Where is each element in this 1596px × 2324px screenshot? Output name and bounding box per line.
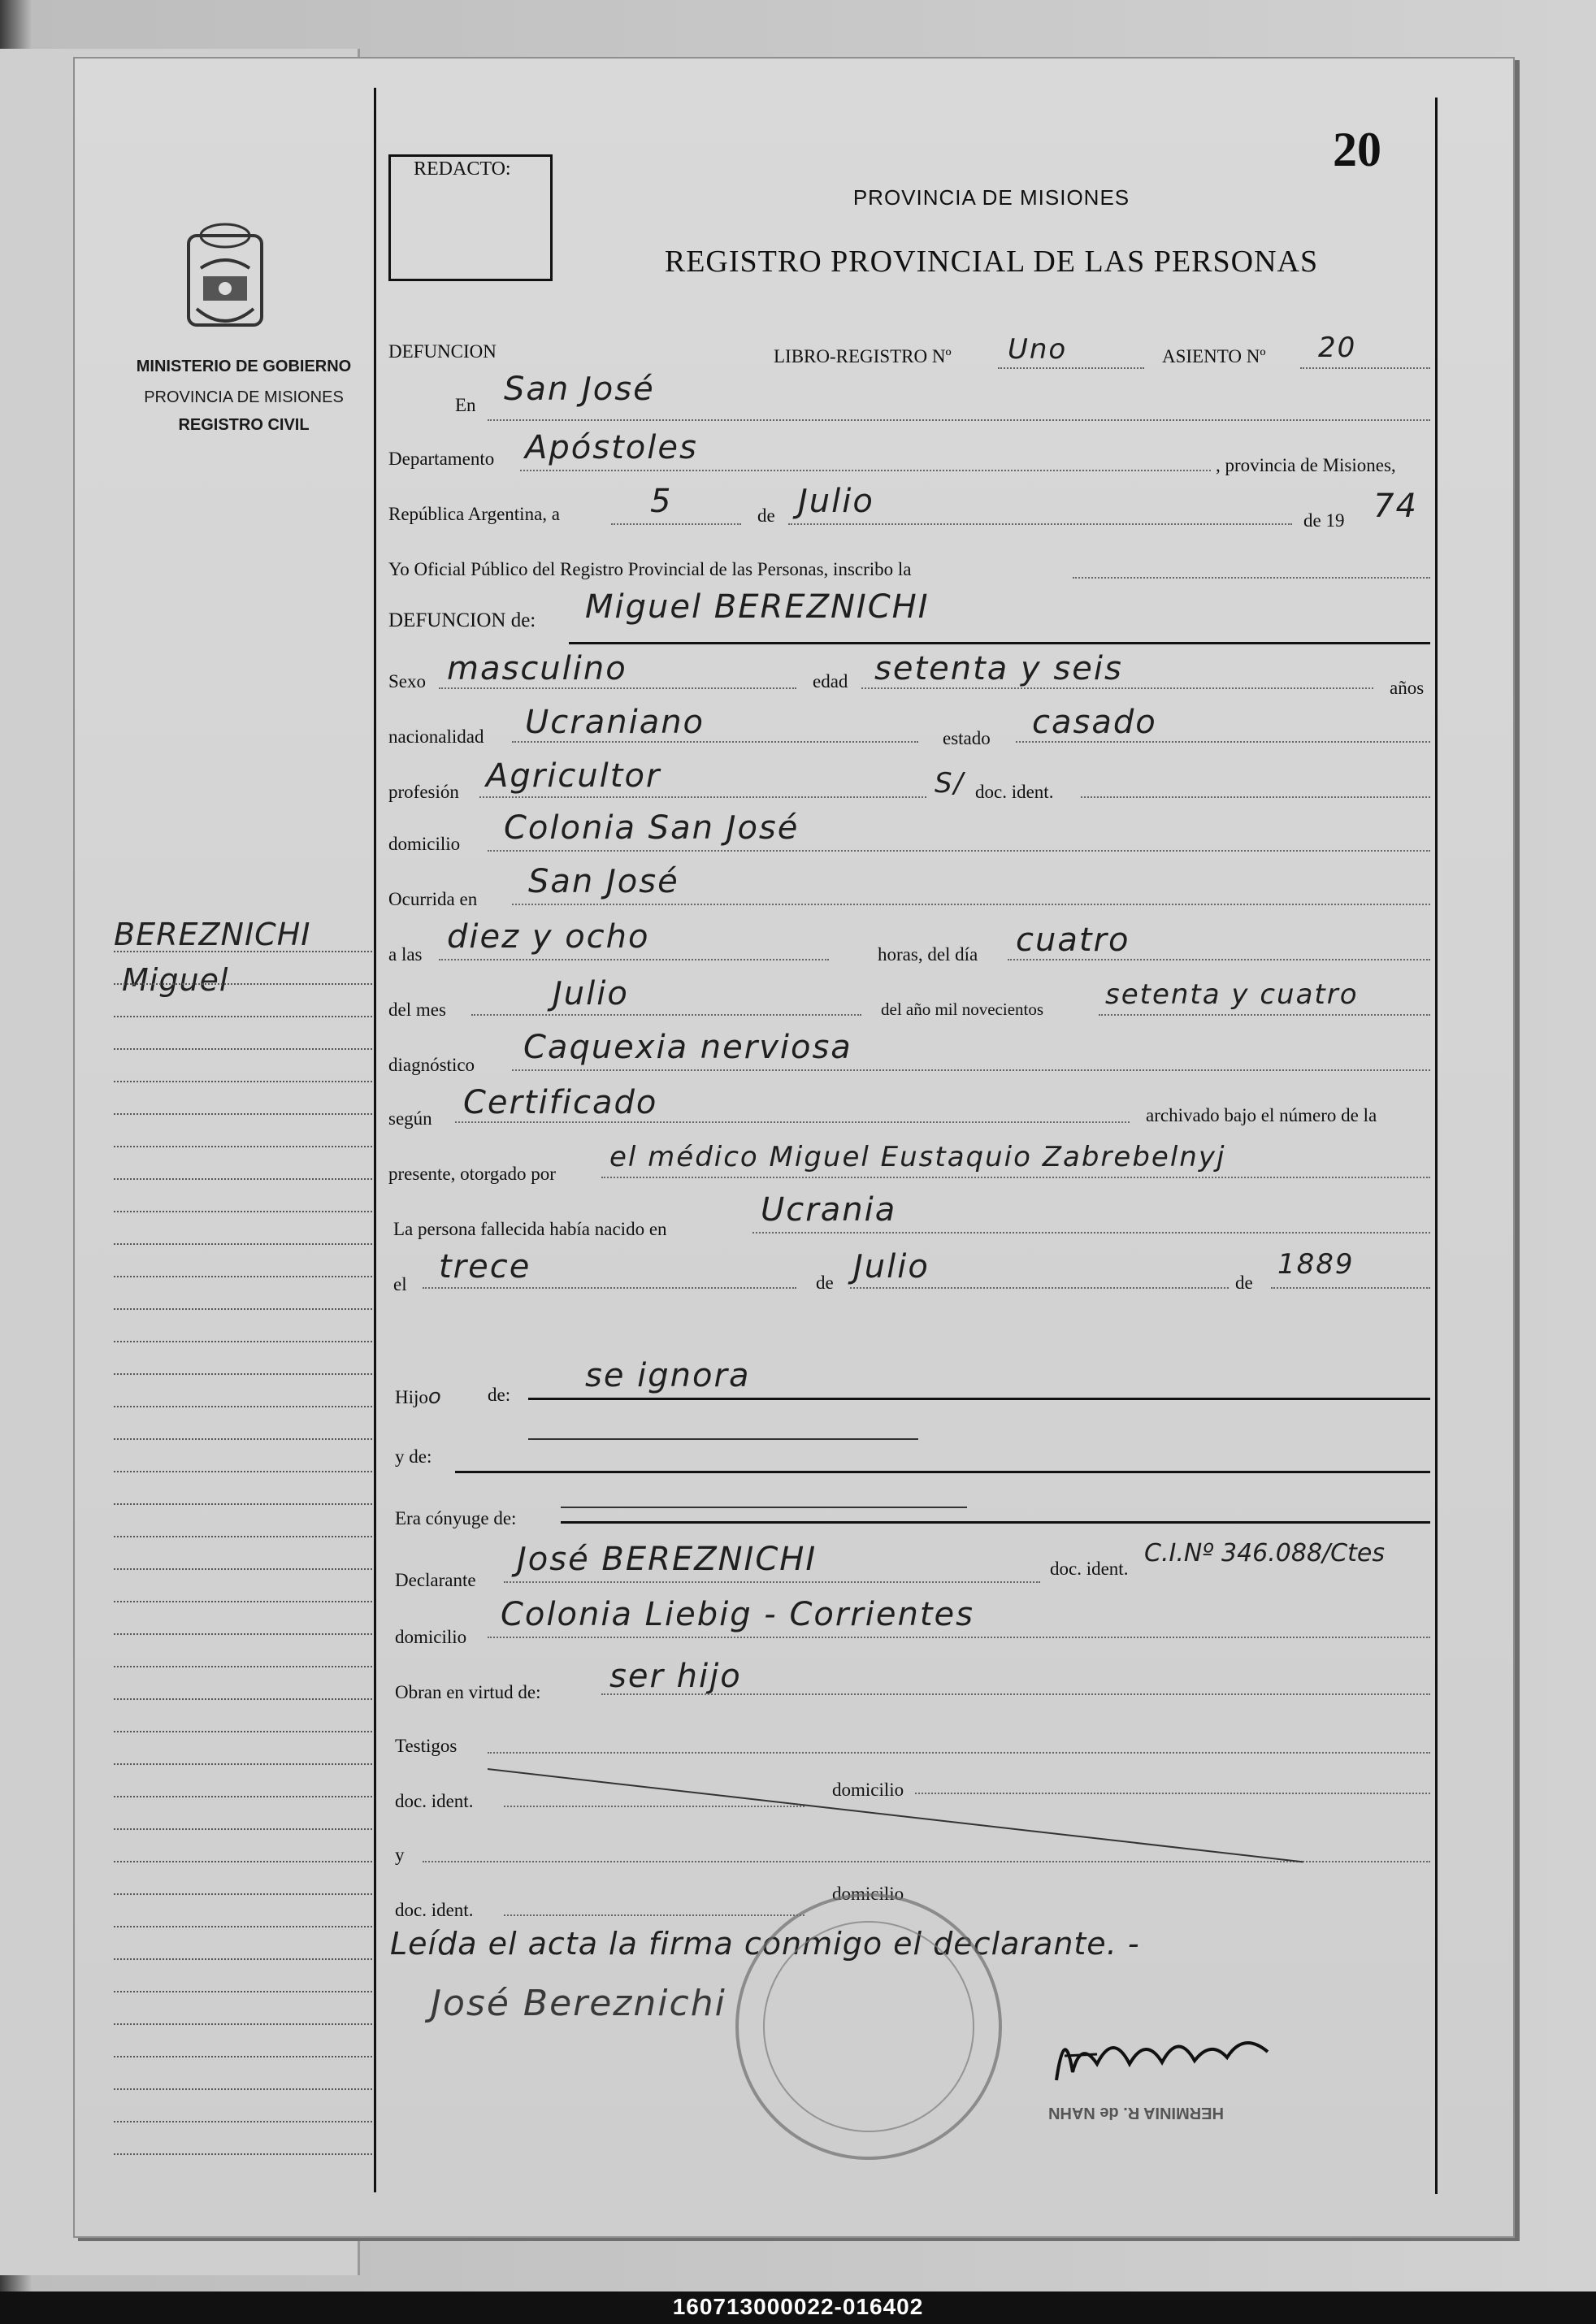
estado-label: estado <box>943 728 991 748</box>
testigo2-domicilio-label: domicilio <box>832 1884 904 1904</box>
provincia-suffix: , provincia de Misiones, <box>1216 455 1396 475</box>
registry-title: REGISTRO PROVINCIAL DE LAS PERSONAS <box>664 245 1319 279</box>
birth-de-label: de <box>816 1273 834 1293</box>
nacido-line <box>752 1232 1430 1234</box>
nacionalidad-label: nacionalidad <box>388 726 484 747</box>
domicilio-label: domicilio <box>388 834 461 854</box>
registry-seal-inner <box>763 1921 974 2132</box>
declarante-domicilio-label: domicilio <box>395 1627 467 1647</box>
estado-value: casado <box>1032 704 1157 741</box>
margin-ruled-line <box>114 1308 372 1310</box>
mes-line <box>471 1014 861 1016</box>
margin-ruled-line <box>114 1958 372 1960</box>
margin-ruled-line <box>114 2121 372 2122</box>
anio-line <box>1099 1014 1430 1016</box>
hijo-label-text: Hijo <box>395 1387 428 1407</box>
margin-ruled-line <box>114 1601 372 1602</box>
presente-label: presente, otorgado por <box>388 1164 556 1184</box>
margin-ruled-line <box>114 1438 372 1440</box>
libro-label: LIBRO-REGISTRO Nº <box>774 346 952 366</box>
birth-day-line <box>423 1287 796 1289</box>
deceased-name-underline <box>569 642 1430 644</box>
libro-line <box>998 367 1144 369</box>
margin-surname: BEREZNICHI <box>114 917 311 952</box>
margin-ruled-line <box>114 1178 372 1180</box>
oficial-text: Yo Oficial Público del Registro Provincial de las Personas, inscribo la <box>388 559 912 579</box>
defuncion-type-label: DEFUNCION <box>388 341 497 362</box>
nacionalidad-line <box>512 741 918 743</box>
testigo-domicilio-label: domicilio <box>832 1780 904 1800</box>
otorgado-value: el médico Miguel Eustaquio Zabrebelnyj <box>609 1141 1226 1173</box>
redacto-label: REDACTO: <box>414 158 511 180</box>
margin-ruled-line <box>114 1048 372 1050</box>
edad-value: setenta y seis <box>874 650 1123 687</box>
testigo-domicilio-line <box>915 1793 1430 1794</box>
margin-ruled-line <box>114 1243 372 1245</box>
doc-ident-label: doc. ident. <box>975 782 1054 802</box>
declarante-line <box>504 1581 1040 1583</box>
margin-ruled-line <box>114 983 372 985</box>
a-las-label: a las <box>388 944 423 965</box>
margin-ruled-line <box>114 1373 372 1375</box>
birth-year-line <box>1271 1287 1430 1289</box>
edad-line <box>861 687 1373 689</box>
hora-line <box>439 959 829 960</box>
official-stamp-text: HERMINIA R. de NAHN <box>1048 2104 1224 2122</box>
obran-line <box>601 1693 1430 1695</box>
nacionalidad-value: Ucraniano <box>525 704 705 741</box>
closing-text: Leída el acta la firma conmigo el declarante. - <box>390 1926 1140 1962</box>
diagnostico-label: diagnóstico <box>388 1055 475 1075</box>
estado-line <box>1016 741 1430 743</box>
official-signature-icon <box>1048 2007 1292 2096</box>
ocurrida-label: Ocurrida en <box>388 889 478 909</box>
profesion-value: Agricultor <box>486 757 661 795</box>
margin-ruled-line <box>114 1666 372 1667</box>
segun-line <box>455 1121 1130 1123</box>
del-mes-label: del mes <box>388 999 446 1020</box>
margin-ruled-line <box>114 1146 372 1147</box>
birth-year-value: 1889 <box>1277 1248 1355 1281</box>
margin-ruled-line <box>114 1471 372 1472</box>
margin-ruled-line <box>114 1893 372 1895</box>
day-line <box>611 523 741 525</box>
month-line <box>788 523 1292 525</box>
y-de-label: y de: <box>395 1446 432 1467</box>
profesion-line <box>479 796 926 798</box>
dia-line <box>1008 959 1430 960</box>
defuncion-de-label: DEFUNCION de: <box>388 609 536 631</box>
anos-label: años <box>1390 678 1425 698</box>
horas-label: horas, del día <box>878 944 978 965</box>
el-label: el <box>393 1274 407 1294</box>
declarante-domicilio-value: Colonia Liebig - Corrientes <box>501 1596 974 1633</box>
ocurrida-value: San José <box>528 863 679 900</box>
margin-ruled-line <box>114 1698 372 1700</box>
province-seal-icon <box>180 219 270 341</box>
padre-line <box>528 1398 1430 1400</box>
margin-ruled-line <box>114 1633 372 1635</box>
otorgado-line <box>601 1177 1430 1178</box>
declarante-value: José BEREZNICHI <box>517 1541 818 1578</box>
doc-ident-line <box>1081 796 1430 798</box>
margin-ruled-line <box>114 1503 372 1505</box>
en-value: San José <box>504 371 655 408</box>
domicilio-line <box>488 850 1430 852</box>
province-header: PROVINCIA DE MISIONES <box>852 185 1130 210</box>
day-value: 5 <box>650 483 673 520</box>
declarante-doc-value: C.I.Nº 346.088/Ctes <box>1144 1539 1385 1567</box>
ocurrida-line <box>512 904 1430 905</box>
nacido-label: La persona fallecida había nacido en <box>393 1219 667 1239</box>
hijo-label <box>395 1385 443 1409</box>
margin-ruled-line <box>114 1211 372 1212</box>
birth-month-line <box>850 1287 1229 1289</box>
redacto-box <box>388 154 553 281</box>
archivado-label: archivado bajo el número de la <box>1146 1105 1377 1125</box>
departamento-line <box>520 470 1211 471</box>
oficial-line <box>1073 577 1430 579</box>
asiento-value: 20 <box>1318 332 1357 364</box>
diagnostico-line <box>512 1069 1430 1071</box>
margin-ruled-line <box>114 1406 372 1407</box>
testigo-doc-line <box>504 1806 805 1807</box>
doc-ident-mark: S/ <box>935 767 965 800</box>
hijo-de-label: de: <box>488 1385 511 1405</box>
sexo-value: masculino <box>447 650 627 687</box>
conyuge-line <box>561 1521 1430 1524</box>
declarante-label: Declarante <box>395 1570 476 1590</box>
registry-seal-stamp <box>735 1893 1002 2160</box>
domicilio-value: Colonia San José <box>504 809 800 847</box>
birth-year-label: de <box>1235 1273 1253 1293</box>
margin-ruled-line <box>114 1926 372 1927</box>
province-label: PROVINCIA DE MISIONES <box>144 388 344 406</box>
deceased-name: Miguel BEREZNICHI <box>585 588 930 626</box>
margin-ruled-line <box>114 1828 372 1830</box>
margin-ruled-line <box>114 2023 372 2025</box>
declarant-signature: José Bereznichi <box>431 1983 726 2024</box>
dia-value: cuatro <box>1016 921 1130 959</box>
margin-ruled-line <box>114 2153 372 2155</box>
margin-ruled-line <box>114 1276 372 1277</box>
birth-month-value: Julio <box>853 1248 930 1286</box>
margin-ruled-line <box>114 1536 372 1537</box>
nacido-value: Ucrania <box>761 1191 897 1229</box>
asiento-label: ASIENTO Nº <box>1162 346 1266 366</box>
hora-value: diez y ocho <box>447 918 650 956</box>
month-value: Julio <box>798 483 874 520</box>
padre-value: se ignora <box>585 1357 751 1394</box>
libro-value: Uno <box>1008 333 1068 366</box>
departamento-label: Departamento <box>388 449 495 469</box>
segun-label: según <box>388 1108 432 1129</box>
birth-day-value: trece <box>439 1248 531 1286</box>
declarante-domicilio-line <box>488 1637 1430 1638</box>
year-value: 74 <box>1373 488 1418 525</box>
republica-label: República Argentina, a <box>388 504 560 524</box>
en-line <box>488 419 1430 421</box>
margin-ruled-line <box>114 1081 372 1082</box>
ministry-label: MINISTERIO DE GOBIERNO <box>136 358 352 375</box>
page-number: 20 <box>1333 123 1381 176</box>
margin-ruled-line <box>114 951 372 952</box>
margin-ruled-line <box>114 1568 372 1570</box>
margin-ruled-line <box>114 1796 372 1797</box>
margin-ruled-line <box>114 2056 372 2057</box>
conyuge-upper-line <box>561 1507 967 1508</box>
testigo2-doc-line <box>504 1914 805 1916</box>
margin-ruled-line <box>114 1763 372 1765</box>
asiento-line <box>1300 367 1430 369</box>
margin-given-name: Miguel <box>122 962 229 998</box>
profesion-label: profesión <box>388 782 459 802</box>
margin-ruled-line <box>114 1341 372 1342</box>
departamento-value: Apóstoles <box>525 429 698 466</box>
diagnostico-value: Caquexia nerviosa <box>523 1029 852 1066</box>
testigos-label: Testigos <box>395 1736 458 1756</box>
conyuge-label: Era cónyuge de: <box>395 1508 517 1528</box>
testigo-doc-label: doc. ident. <box>395 1791 474 1811</box>
anio-mil-label: del año mil novecientos <box>881 999 1044 1019</box>
year-label: de 19 <box>1303 510 1345 531</box>
sexo-line <box>439 687 796 689</box>
margin-ruled-line <box>114 1016 372 1017</box>
image-id-label: 160713000022-016402 <box>672 2294 924 2319</box>
margin-ruled-line <box>114 1731 372 1732</box>
obran-value: ser hijo <box>609 1658 742 1695</box>
de-label: de <box>757 505 775 526</box>
form-frame-left <box>374 88 376 2192</box>
testigo2-line <box>423 1861 1430 1862</box>
hijo-suffix: o <box>427 1385 443 1409</box>
margin-ruled-line <box>114 1861 372 1862</box>
edad-label: edad <box>813 671 848 692</box>
testigos-line <box>488 1752 1430 1754</box>
form-frame-right <box>1435 98 1438 2194</box>
margin-ruled-line <box>114 1991 372 1992</box>
margin-ruled-line <box>114 2088 372 2090</box>
testigo2-doc-label: doc. ident. <box>395 1900 474 1920</box>
sexo-label: Sexo <box>388 671 426 692</box>
segun-value: Certificado <box>463 1084 658 1121</box>
registry-label: REGISTRO CIVIL <box>178 416 310 434</box>
mes-value: Julio <box>553 975 629 1012</box>
anio-value: setenta y cuatro <box>1105 978 1359 1011</box>
testigo2-y-label: y <box>395 1845 405 1865</box>
madre-line <box>455 1471 1430 1473</box>
madre-upper-line <box>528 1438 918 1440</box>
obran-label: Obran en virtud de: <box>395 1682 541 1702</box>
declarante-doc-label: doc. ident. <box>1050 1559 1129 1579</box>
margin-ruled-line <box>114 1113 372 1115</box>
en-label: En <box>455 395 476 415</box>
